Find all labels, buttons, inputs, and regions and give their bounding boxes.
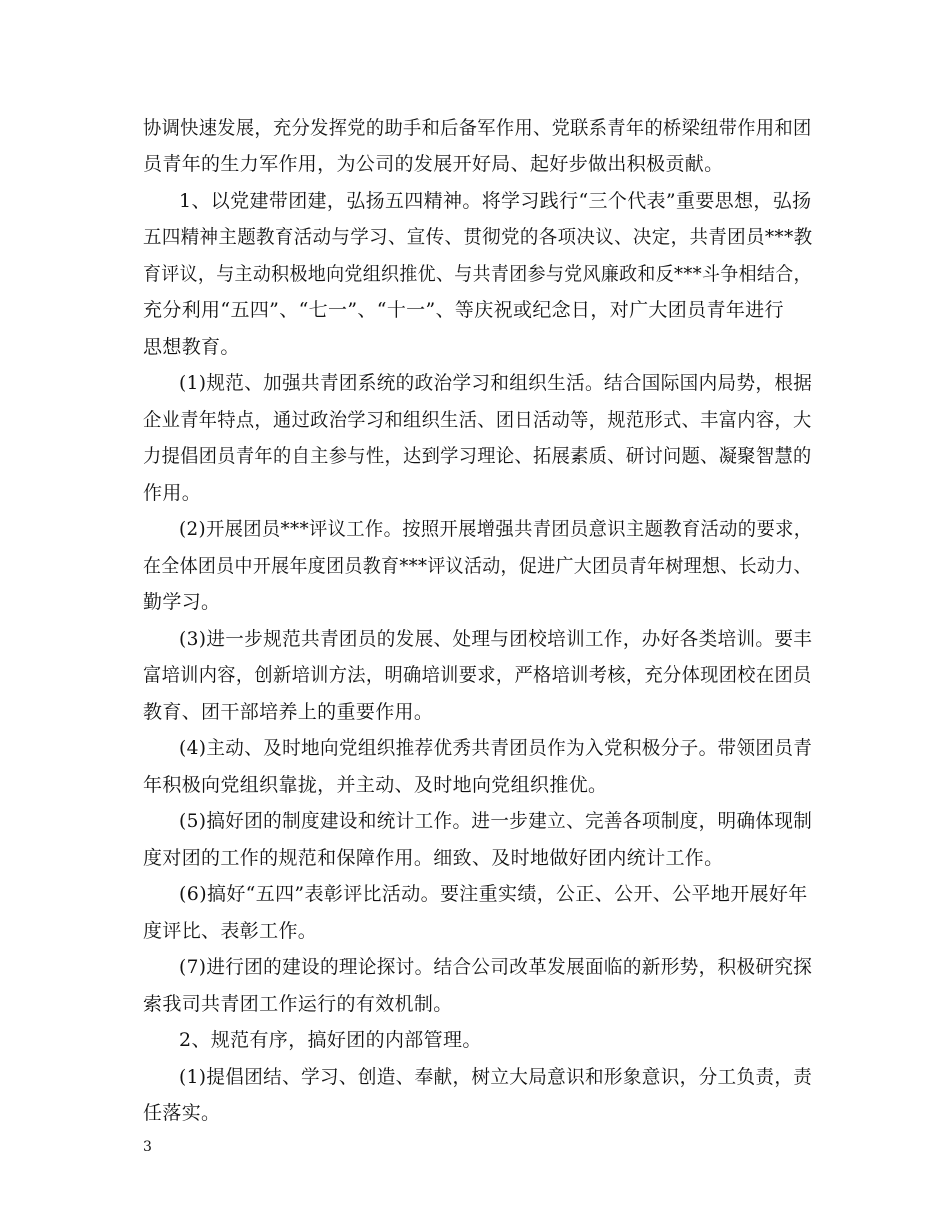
text-line: 度对团的工作的规范和保障作用。细致、及时地做好团内统计工作。 <box>143 847 724 869</box>
text-line: 充分利用“五四”、“七一”、“十一”、等庆祝或纪念日，对广大团员青年进行 <box>143 299 784 321</box>
text-line: 育评议，与主动积极地向党组织推优、与共青团参与党风廉政和反***斗争相结合， <box>143 263 812 285</box>
text-line: (3)进一步规范共青团员的发展、处理与团校培训工作，办好各类培训。要丰 <box>179 628 813 650</box>
text-line: 教育、团干部培养上的重要作用。 <box>143 701 434 723</box>
text-line: 度评比、表彰工作。 <box>143 920 318 942</box>
text-line: (1)提倡团结、学习、创造、奉献，树立大局意识和形象意识，分工负责，责 <box>179 1066 813 1088</box>
text-line: (4)主动、及时地向党组织推荐优秀共青团员作为入党积极分子。带领团员青 <box>179 737 813 759</box>
text-line: 五四精神主题教育活动与学习、宣传、贯彻党的各项决议、决定，共青团员***教 <box>143 226 813 248</box>
text-line: 1、以党建带团建，弘扬五四精神。将学习践行“三个代表”重要思想，弘扬 <box>179 190 812 212</box>
text-line: 思想教育。 <box>143 336 240 358</box>
text-line: (6)搞好“五四”表彰评比活动。要注重实绩，公正、公开、公平地开展好年 <box>179 883 808 905</box>
text-line: 协调快速发展，充分发挥党的助手和后备军作用、党联系青年的桥梁纽带作用和团 <box>143 117 812 139</box>
text-line: 勤学习。 <box>143 591 221 613</box>
text-line: 任落实。 <box>143 1102 221 1124</box>
text-line: 作用。 <box>143 482 202 504</box>
page-number: 3 <box>143 1139 152 1155</box>
text-line: (2)开展团员***评议工作。按照开展增强共青团员意识主题教育活动的要求， <box>179 518 813 540</box>
text-line: (5)搞好团的制度建设和统计工作。进一步建立、完善各项制度，明确体现制 <box>179 810 813 832</box>
text-line: (7)进行团的建设的理论探讨。结合公司改革发展面临的新形势，积极研究探 <box>179 956 813 978</box>
text-line: 员青年的生力军作用，为公司的发展开好局、起好步做出积极贡献。 <box>143 153 724 175</box>
text-line: 力提倡团员青年的自主参与性，达到学习理论、拓展素质、研讨问题、凝聚智慧的 <box>143 445 812 467</box>
text-line: 2、规范有序，搞好团的内部管理。 <box>179 1029 482 1051</box>
text-line: 在全体团员中开展年度团员教育***评议活动，促进广大团员青年树理想、长动力、 <box>143 555 812 577</box>
text-line: 企业青年特点，通过政治学习和组织生活、团日活动等，规范形式、丰富内容，大 <box>143 409 812 431</box>
text-line: 富培训内容，创新培训方法，明确培训要求，严格培训考核，充分体现团校在团员 <box>143 664 812 686</box>
text-line: 年积极向党组织靠拢，并主动、及时地向党组织推优。 <box>143 774 608 796</box>
text-line: 索我司共青团工作运行的有效机制。 <box>143 993 453 1015</box>
text-line: (1)规范、加强共青团系统的政治学习和组织生活。结合国际国内局势，根据 <box>179 372 813 394</box>
